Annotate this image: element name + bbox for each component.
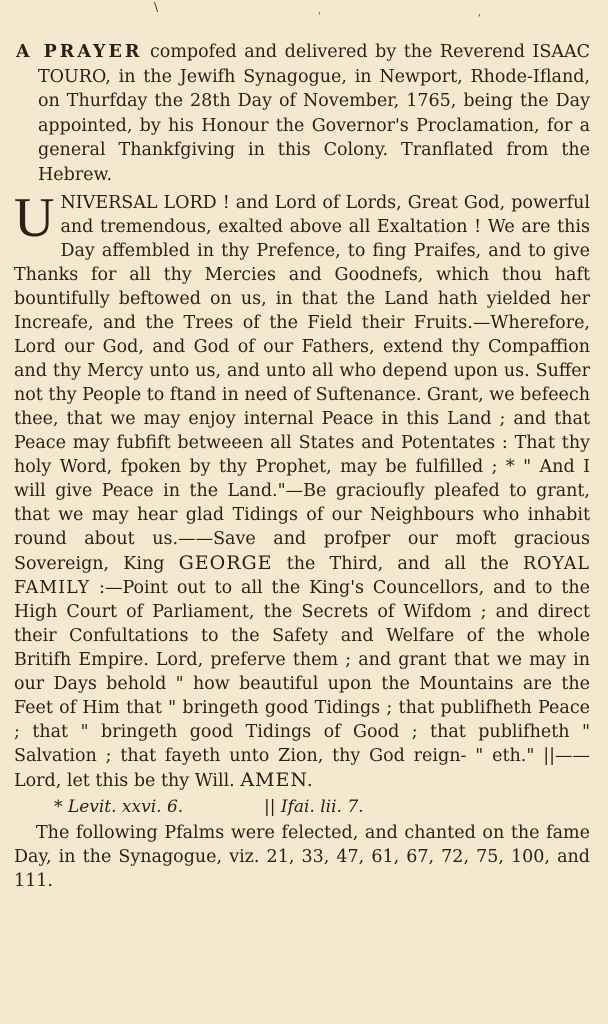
psalms-note: The following Pfalms were felected, and chanted on the fame Day, in the Synagogue, viz. 21, 33, 47, 61, 67, 72, 75, 100, and 111. (14, 823, 590, 891)
drop-cap: U (14, 187, 55, 249)
page-mark: ' (318, 12, 321, 22)
prayer-paragraph: the Third, and all the (286, 554, 509, 574)
page-mark: ' (478, 14, 481, 24)
footnote-leviticus: * Levit. xxvi. 6. (54, 797, 184, 817)
page-mark: \ (154, 0, 159, 14)
footnote-isaiah: || Ifai. lii. 7. (264, 797, 364, 817)
footnotes (14, 795, 590, 819)
amen: AMEN. (240, 769, 314, 791)
prayer-paragraph: NIVERSAL LORD ! and Lord of Lords, Great God, powerful and tremendous, exalted above all Exaltation ! We are this Day affembled in thy Prefence, to fing Praifes, and to give Thanks for all thy Mercies and Goodnefs, which thou haft bountifully beftowed on us, in that the Land hath yielded her Increafe, and the Trees of the Field their Fruits.—Wherefore, Lord our God, and God of our Fathers, extend thy Compaffion and thy Mercy unto us, and unto all who depend upon us. Suffer not thy People to ftand in need of Suftenance. Grant, we befeech thee, that we may enjoy internal Peace in this Land ; and that Peace may fubfift betweeen all States and Potentates : That thy holy Word, fpoken by thy Prophet, may be fulfilled ; * " And I will give Peace in the Land."—Be gracioufly pleafed to grant, that we may hear glad Tidings of our Neighbours who inhabit round about us.——Save and profper our moft gracious Sovereign, King (14, 193, 590, 574)
title-text: compofed and delivered by the Reverend ISAAC TOURO, in the Jewifh Synagogue, in Newport, Rhode-Ifland, on Thurfday the 28th Day of November, 1765, being the Day appointed, by his Honour the Governor's Proclamation, for a general Thankfgiving in this Colony. Tranflated from the Hebrew. (38, 42, 590, 185)
king-name: GEORGE (178, 552, 273, 574)
prayer-paragraph: :—Point out to all the King's Councellors, and to the High Court of Parliament, the Secrets of Wifdom ; and direct their Confultations to the Safety and Welfare of the whole Britifh Empire. Lord, preferve them ; and grant that we may in our Days behold " how beautiful upon the Mountains are the Feet of Him that " bringeth good Tidings ; that publifheth Peace ; that " bringeth good Tidings of Good ; that publifheth " Salvation ; that fayeth unto Zion, thy God reign- " eth." ||——Lord, let this be thy Will. (14, 578, 590, 791)
royal-family: ROYAL FAMILY (14, 554, 590, 598)
prayer-title (14, 40, 590, 187)
title-lead: A PRAYER (16, 42, 143, 62)
prayer-body (14, 187, 590, 793)
